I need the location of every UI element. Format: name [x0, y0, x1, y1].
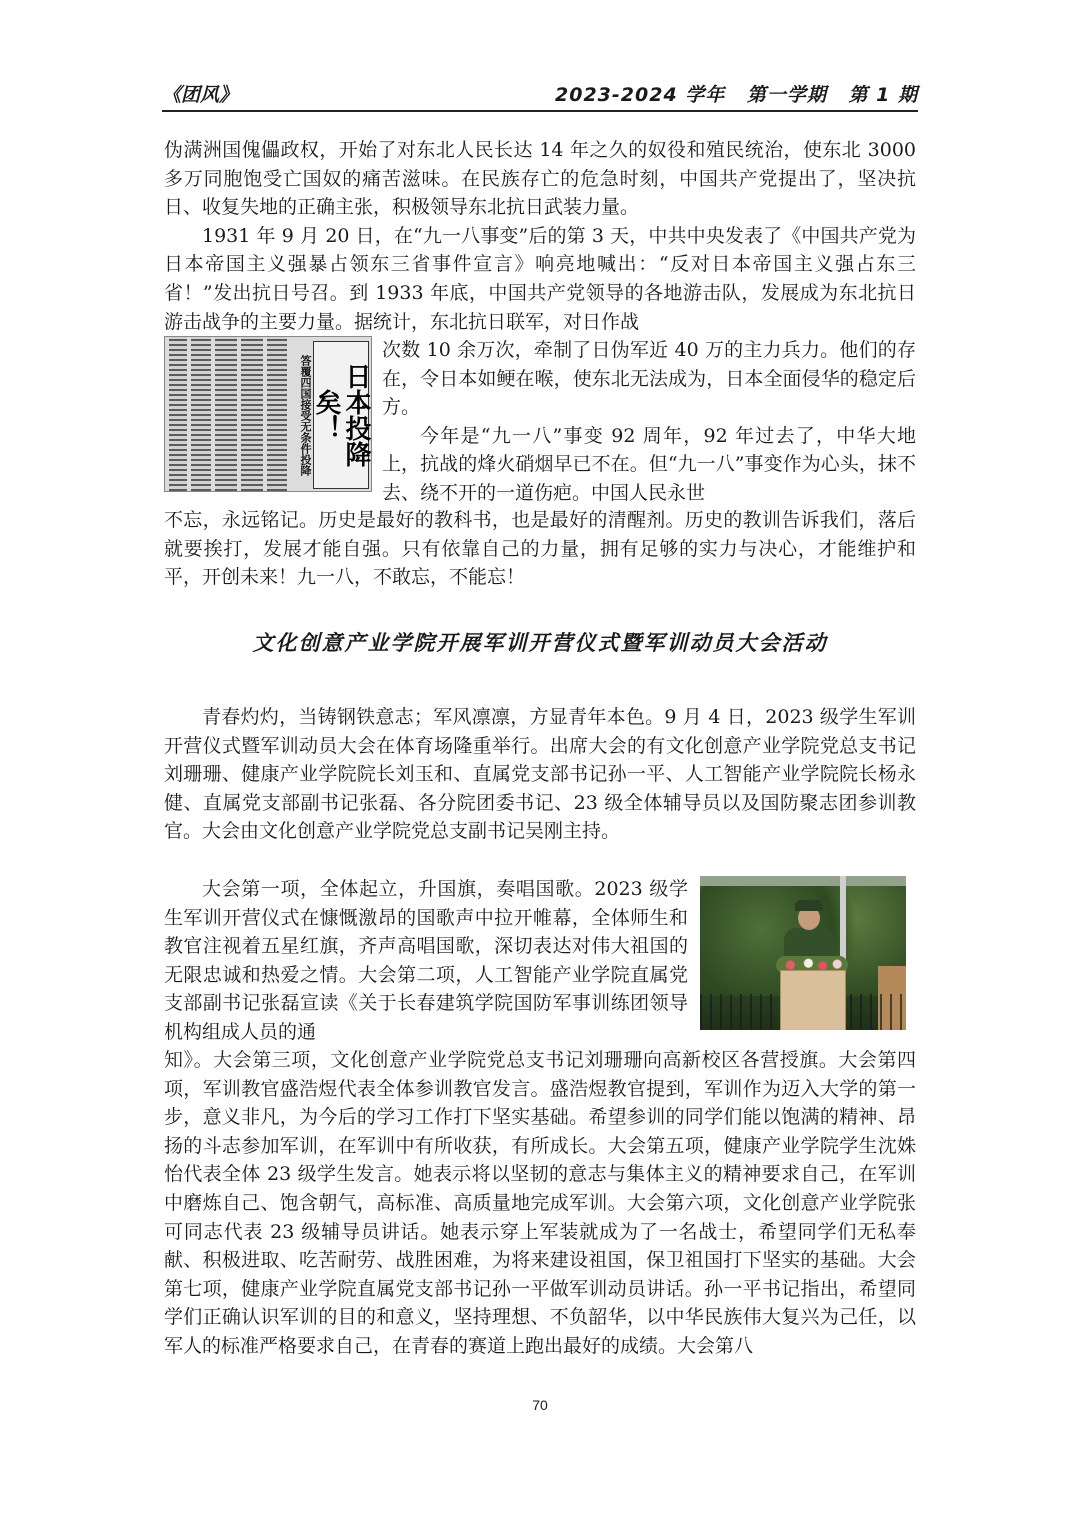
term: 第一学期	[746, 84, 827, 106]
newspaper-headline: 日本投降矣！	[313, 341, 369, 489]
paragraph: 不忘，永远铭记。历史是最好的教科书，也是最好的清醒剂。历史的教训告诉我们，落后就要挨打，发展才能自强。只有依靠自己的力量，拥有足够的实力与决心，才能维护和平，开创未来！九一八，不敢忘，不能忘！	[164, 509, 916, 589]
page-header	[162, 78, 918, 112]
paragraph: 知》。大会第三项，文化创意产业学院党总支书记刘珊珊向高新校区各营授旗。大会第四项，军训教官盛浩煜代表全体参训教官发言。盛浩煜教官提到，军训作为迈入大学的第一步，意义非凡，为今后的学习工作打下坚实基础。希望参训的同学们能以饱满的精神、昂扬的斗志参加军训，在军训中有所收获，有所成长。大会第五项，健康产业学院学生沈姝怡代表全体 23 级学生发言。她表示将以坚韧的意志与集体主义的精神要求自己，在军训中磨炼自己、饱含朝气，高标准、高质量地完成军训。大会第六项，文化创意产业学院张可同志代表 23 级辅导员讲话。她表示穿上军装就成为了一名战士，希望同学们无私奉献、积极进取、吃苦耐劳、战胜困难，为将来建设祖国，保卫祖国打下坚实的基础。大会第七项，健康产业学院直属党支部书记孙一平做军训动员讲话。孙一平书记指出，希望同学们正确认识军训的目的和意义，坚持理想、不负韶华，以中华民族伟大复兴为己任，以军人的标准严格要求自己，在青春的赛道上跑出最好的成绩。大会第八	[164, 1049, 916, 1357]
paragraph: 伪满洲国傀儡政权，开始了对东北人民长达 14 年之久的奴役和殖民统治，使东北 3000 多万同胞饱受亡国奴的痛苦滋味。在民族存亡的危急时刻，中国共产党提出了，坚决抗日、收复失地的正确主张，积极领导东北抗日武装力量。	[164, 139, 916, 219]
newspaper-subhead: 答覆四国接受无条件投降	[299, 354, 312, 476]
section1-top	[164, 136, 916, 336]
newspaper-image	[164, 336, 372, 492]
paragraph: 大会第一项，全体起立，升国旗，奏唱国歌。2023 级学生军训开营仪式在慷慨激昂的国歌声中拉开帷幕，全体师生和教官注视着五星红旗，齐声高唱国歌，深切表达对伟大祖国的无限忠诚和热爱之情。大会第二项，人工智能产业学院直属党支部副书记张磊宣读《关于长春建筑学院国防军事训练团领导机构组成人员的通	[164, 878, 688, 1043]
paragraph: 1931 年 9 月 20 日，在“九一八事变”后的第 3 天，中共中央发表了《中国共产党为日本帝国主义强暴占领东三省事件宣言》响亮地喊出：“反对日本帝国主义强占东三省！”发出抗日号召。到 1933 年底，中国共产党领导的各地游击队，发展成为东北抗日游击战争的主要力量。据统计，东北抗日联军，对日作战	[164, 224, 916, 333]
section2-tail	[164, 1046, 916, 1361]
section2-intro	[164, 703, 916, 846]
page-number: 70	[532, 1397, 548, 1413]
journal-name: 《团风》	[162, 84, 239, 106]
section2-wrap	[164, 875, 688, 1047]
paragraph: 次数 10 余万次，牵制了日伪军近 40 万的主力兵力。他们的存在，令日本如鲠在喉，使东北无法成为，日本全面侵华的稳定后方。	[382, 339, 916, 419]
paragraph: 今年是“九一八”事变 92 周年，92 年过去了，中华大地上，抗战的烽火硝烟早已不在。但“九一八”事变作为心头，抹不去、绕不开的一道伤疤。中国人民永世	[382, 424, 916, 504]
ceremony-photo	[700, 876, 906, 1030]
paragraph: 青春灼灼，当铸钢铁意志；军风凛凛，方显青年本色。9 月 4 日，2023 级学生军训开营仪式暨军训动员大会在体育场隆重举行。出席大会的有文化创意产业学院党总支书记刘珊珊、健康产业学院院长刘玉和、直属党支部书记孙一平、人工智能产业学院院长杨永健、直属党支部副书记张磊、各分院团委书记、23 级全体辅导员以及国防聚志团参训教官。大会由文化创意产业学院党总支副书记吴刚主持。	[164, 706, 916, 843]
issue-info	[541, 80, 918, 107]
article-title: 文化创意产业学院开展军训开营仪式暨军训动员大会活动	[252, 631, 828, 655]
section1-tail	[164, 506, 916, 592]
school-year: 2023-2024 学年	[555, 84, 726, 106]
issue-number: 第 1 期	[848, 84, 918, 106]
section1-wrap	[382, 336, 916, 508]
